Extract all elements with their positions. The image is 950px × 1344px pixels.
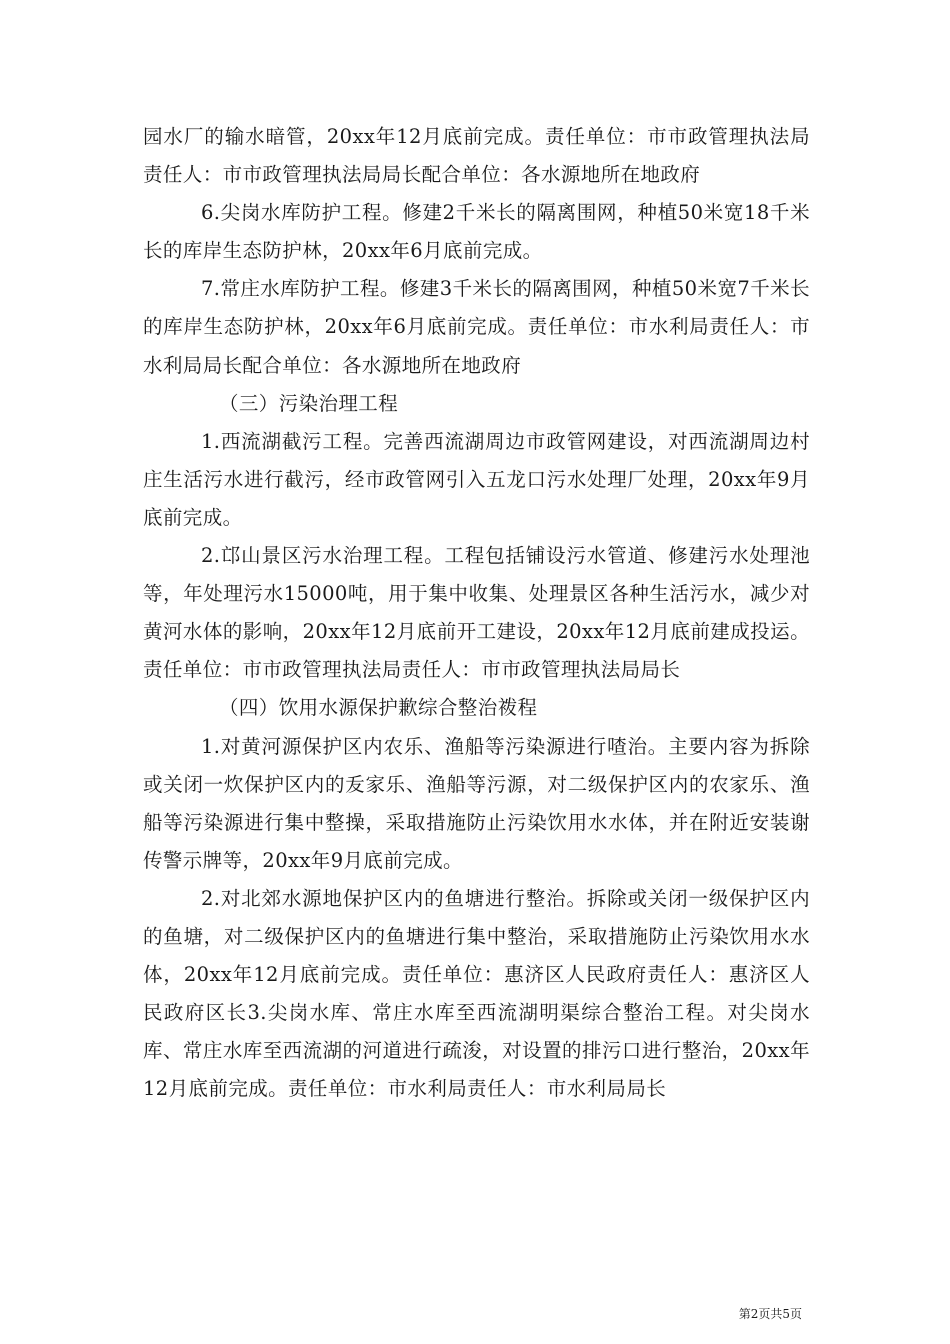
section-heading-water-source-protection: （四）饮用水源保护歉综合整治袯程 <box>219 696 538 720</box>
paragraph-xiliu-lake: 1.西流湖截污工程。完善西流湖周边市政管网建设，对西流湖周边村庄生活污水进行截污，经市政管网引入五龙口污水处理厂处理，20xx年9月底前完成。 <box>143 429 810 529</box>
section-heading-pollution-control: （三）污染治理工程 <box>219 391 399 415</box>
page-number: 第2页共5页 <box>738 1307 802 1321</box>
paragraph-continued: 园水厂的输水暗管，20xx年12月底前完成。责任单位：市市政管理执法局责任人：市市政管理执法局局长配合单位：各水源地所在地政府 <box>143 125 810 187</box>
paragraph-item-7: 7.常庄水库防护工程。修建3千米长的隔离围网，种植50米宽7千米长的库岸生态防护林，20xx年6月底前完成。责任单位：市水利局责任人：市水利局局长配合单位：各水源地所在地政府 <box>143 277 810 377</box>
paragraph-mangshan-scenic: 2.邙山景区污水治理工程。工程包括铺设污水管道、修建污水处理池等，年处理污水15000吨，用于集中收集、处理景区各种生活污水，减少对黄河水体的影响，20xx年12月底前开工建设，20xx年12月底前建成投运。责任单位：市市政管理执法局责任人：市市政管理执法局局长 <box>143 544 810 682</box>
document-body <box>143 118 810 1108</box>
paragraph-item-6: 6.尖岗水库防护工程。修建2千米长的隔离围网，种植50米宽18千米长的库岸生态防护林，20xx年6月底前完成。 <box>143 201 810 263</box>
paragraph-beijiao-fish-ponds: 2.对北郊水源地保护区内的鱼塘进行整治。拆除或关闭一级保护区内的鱼塘，对二级保护区内的鱼塘进行集中整治，采取措施防止污染饮用水水体，20xx年12月底前完成。责任单位：惠济区人民政府责任人：惠济区人民政府区长3.尖岗水库、常庄水库至西流湖明渠综合整治工程。对尖岗水库、常庄水库至西流湖的河道进行疏浚，对设置的排污口进行整治，20xx年12月底前完成。责任单位：市水利局责任人：市水利局局长 <box>143 886 810 1101</box>
paragraph-yellow-river-source: 1.对黄河源保护区内农乐、渔船等污染源进行喳治。主要内容为拆除或关闭一炊保护区内的叐家乐、渔船等污源，对二级保护区内的农家乐、渔船等污染源进行集中整操，采取措施防止污染饮用水水体，并在附近安装谢传警示牌等，20xx年9月底前完成。 <box>143 734 810 872</box>
